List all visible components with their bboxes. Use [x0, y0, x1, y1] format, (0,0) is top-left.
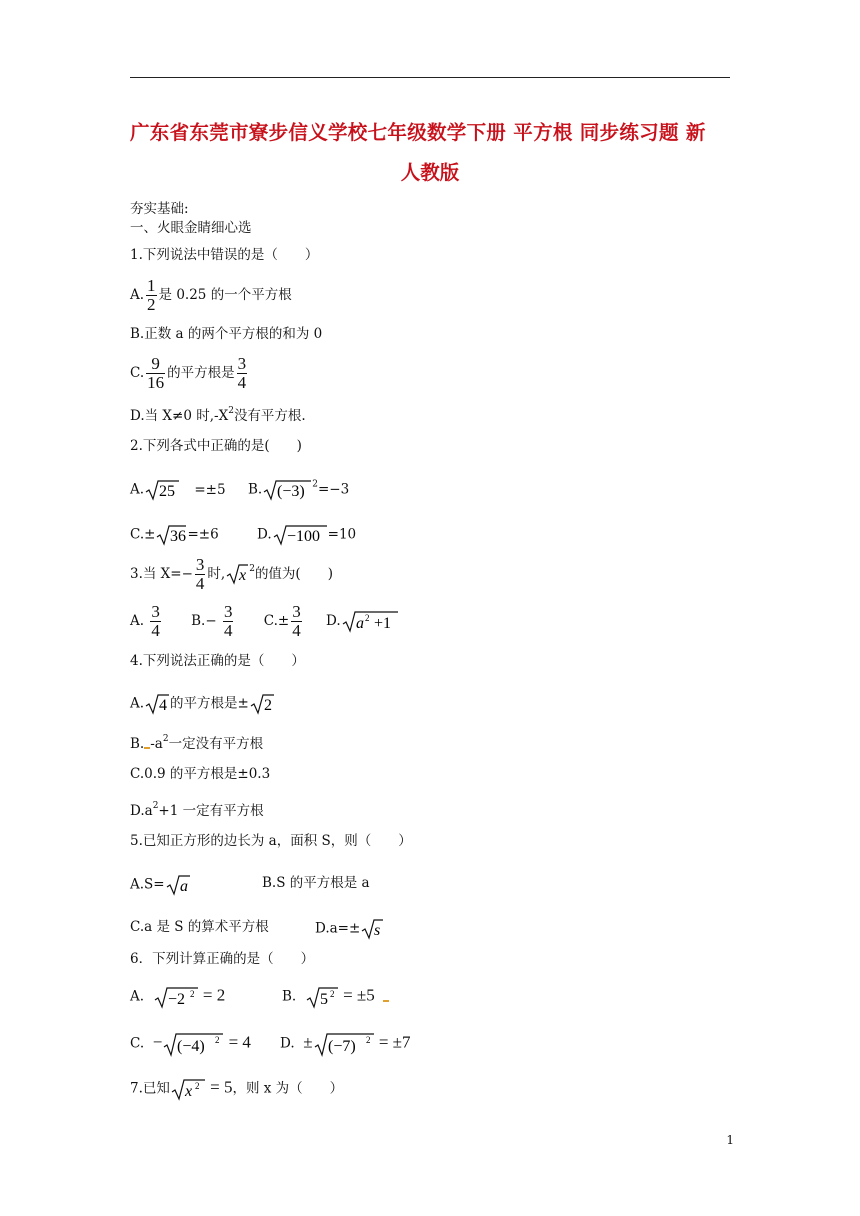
section-label: 夯实基础:	[130, 201, 189, 217]
svg-text:36: 36	[170, 528, 187, 545]
svg-text:x: x	[239, 567, 247, 585]
svg-text:2: 2	[189, 989, 195, 999]
svg-text:2: 2	[194, 1081, 200, 1091]
svg-text:2: 2	[329, 989, 335, 999]
svg-text:2: 2	[364, 613, 370, 624]
q2-option-a: A. 25 =±5	[130, 481, 226, 500]
q3-option-b: B.− $\frac{3}{4}$	[191, 602, 233, 640]
q2-option-c: C.± 36 =±6	[130, 526, 219, 545]
part-heading: 一、火眼金睛细心选	[130, 220, 252, 236]
q2-option-b: B. (−3) $^2$=−3	[248, 479, 350, 500]
q4-option-b: B. $-a^2$一定没有平方根	[130, 734, 264, 752]
svg-text:a: a	[179, 878, 188, 895]
q7-stem: 7.已知 x 2 = 5，则 x 为（ ）	[130, 1077, 344, 1100]
svg-text:(−7): (−7)	[327, 1038, 356, 1055]
svg-text:4: 4	[159, 697, 168, 714]
q1-stem: 1.下列说法中错误的是（ ）	[130, 247, 319, 263]
q4-option-a: A. 4 的平方根是± 2	[130, 695, 272, 714]
q3-option-a: A. $\frac{3}{4}$	[130, 602, 160, 640]
q3-stem: 3.当 X=− $\frac{3}{4}$ 时, x $^2$的值为( )	[130, 555, 333, 593]
svg-text:(−3): (−3)	[277, 483, 305, 500]
svg-text:2: 2	[263, 697, 272, 714]
svg-text:(−4): (−4)	[177, 1038, 206, 1055]
q4-option-c: C.0.9 的平方根是±0.3	[130, 766, 271, 782]
header-rule	[130, 77, 730, 78]
q6-option-a: A. −2 2 = 2	[130, 985, 226, 1008]
q1-option-b: B.正数 a 的两个平方根的和为 0	[130, 326, 323, 342]
doc-title-line1: 广东省东莞市寮步信义学校七年级数学下册 平方根 同步练习题 新	[130, 121, 706, 144]
q4-option-d: $D.a^2+1$ 一定有平方根	[130, 801, 264, 819]
q3-option-d: D. a 2 +1	[326, 613, 399, 629]
q2-option-d: D. −100 =10	[257, 526, 357, 545]
q1-option-d: D.当 X≠0 时$,-X^2$没有平方根.	[130, 406, 306, 424]
q6-option-b: B. 5 2 = ±5	[282, 985, 389, 1009]
q5-option-d: D.a=± s	[315, 918, 384, 940]
svg-text:x: x	[184, 1083, 192, 1100]
q3-option-c: C.± $\frac{3}{4}$	[263, 602, 301, 640]
svg-text:a: a	[355, 615, 364, 633]
svg-text:s: s	[374, 922, 381, 939]
q6-option-d: D. ± (−7) 2 = ±7	[280, 1032, 411, 1055]
svg-text:−100: −100	[286, 528, 320, 545]
svg-text:2: 2	[365, 1035, 371, 1045]
svg-text:5: 5	[319, 991, 328, 1008]
q5-stem: 5.已知正方形的边长为 a，面积 S，则（ ）	[130, 833, 412, 849]
q5-option-b: B.S 的平方根是 a	[262, 875, 370, 891]
q1-option-a: A. $\frac{1}{2}$ 是 0.25 的一个平方根	[130, 276, 292, 314]
q4-stem: 4.下列说法正确的是（ ）	[130, 653, 305, 669]
q1-option-c: C. $\frac{9}{16}$ 的平方根是 $\frac{3}{4}$	[130, 354, 247, 392]
q6-option-c: C. − (−4) 2 = 4	[130, 1032, 251, 1055]
page-number: 1	[726, 1133, 734, 1147]
svg-text:−2: −2	[167, 991, 185, 1008]
q5-option-a: A.S= a	[130, 876, 188, 895]
q2-stem: 2.下列各式中正确的是( )	[130, 438, 302, 454]
q5-option-c: C.a 是 S 的算术平方根	[130, 919, 269, 935]
svg-text:2: 2	[215, 1035, 220, 1045]
highlight-mark	[383, 1000, 389, 1002]
svg-text:25: 25	[159, 483, 176, 500]
svg-text:+1: +1	[373, 615, 391, 633]
q3-options	[130, 603, 399, 640]
doc-title-line2: 人教版	[400, 161, 460, 184]
q6-stem: 6．下列计算正确的是（ ）	[130, 951, 315, 967]
